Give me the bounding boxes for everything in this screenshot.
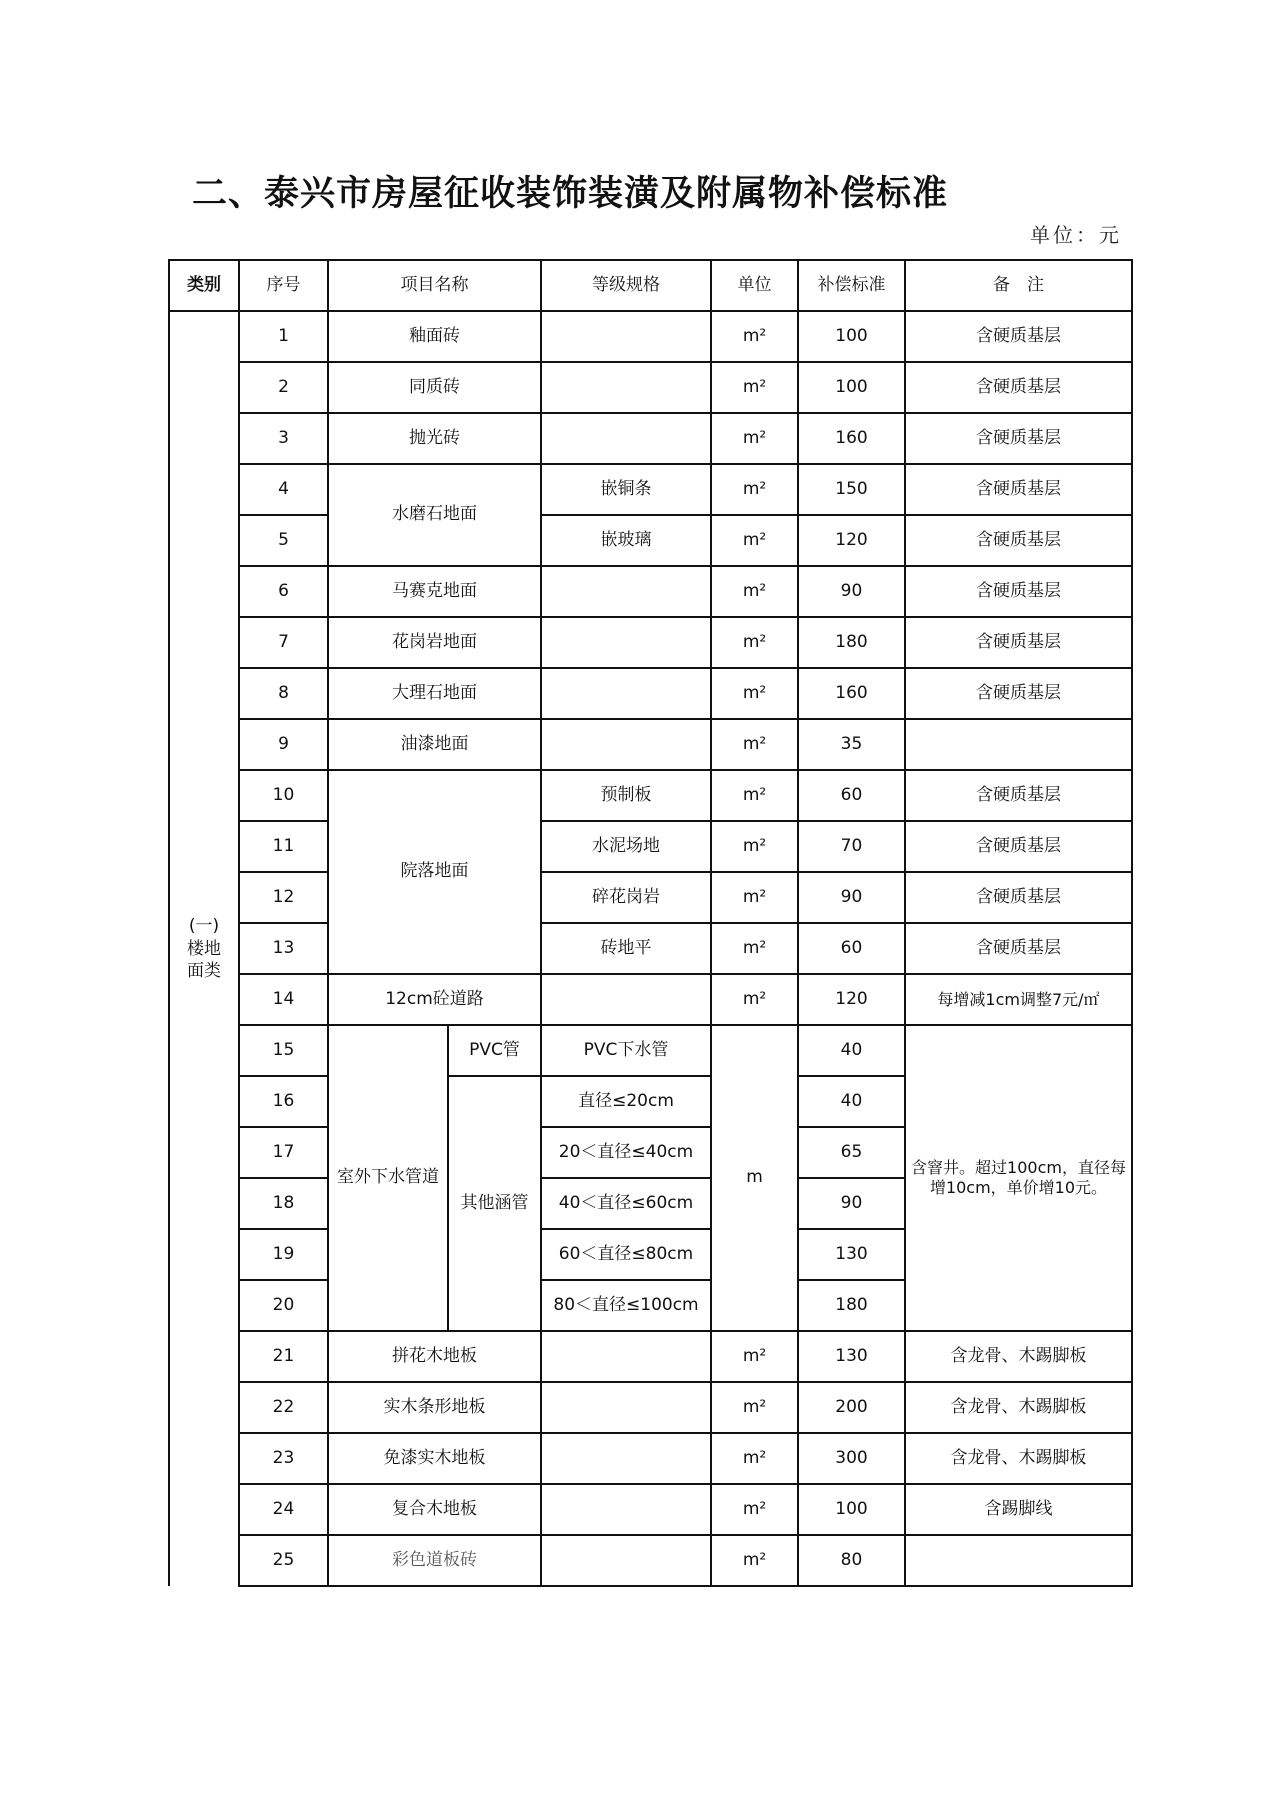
- remark-cell: 含硬质基层: [905, 311, 1132, 362]
- table-row: [169, 1433, 1132, 1484]
- unit-cell: [711, 974, 798, 1025]
- remark-cell: 含硬质基层: [905, 923, 1132, 974]
- item-name-cell: 大理石地面: [328, 668, 541, 719]
- unit-value: m²: [742, 988, 767, 1009]
- pipe-remark-cell: 含窨井。超过100cm，直径每增10cm，单价增10元。: [905, 1025, 1132, 1331]
- standard-cell: 130: [798, 1229, 905, 1280]
- seq-cell: 12: [239, 872, 328, 923]
- unit-cell: [711, 1535, 798, 1586]
- standard-cell: 160: [798, 668, 905, 719]
- seq-cell: 25: [239, 1535, 328, 1586]
- seq-cell: 15: [239, 1025, 328, 1076]
- table-row: [169, 668, 1132, 719]
- unit-value: m²: [742, 1396, 767, 1417]
- item-name-cell: 花岗岩地面: [328, 617, 541, 668]
- seq-cell: 18: [239, 1178, 328, 1229]
- remark-cell: 含踢脚线: [905, 1484, 1132, 1535]
- unit-value: m²: [742, 1549, 767, 1570]
- unit-value: m²: [742, 376, 767, 397]
- item-name-cell: 院落地面: [328, 770, 541, 974]
- grade-cell: 20＜直径≤40cm: [541, 1127, 711, 1178]
- standard-cell: 40: [798, 1025, 905, 1076]
- unit-value: m²: [742, 1447, 767, 1468]
- table-row: [169, 1025, 1132, 1076]
- unit-cell: [711, 311, 798, 362]
- standard-cell: 80: [798, 1535, 905, 1586]
- seq-cell: 6: [239, 566, 328, 617]
- table-row: [169, 617, 1132, 668]
- standard-cell: 100: [798, 311, 905, 362]
- unit-value: m²: [742, 1498, 767, 1519]
- unit-value: m²: [742, 784, 767, 805]
- table-row: [169, 362, 1132, 413]
- seq-cell: 24: [239, 1484, 328, 1535]
- grade-cell: 80＜直径≤100cm: [541, 1280, 711, 1331]
- table-row: [169, 1484, 1132, 1535]
- unit-cell: [711, 668, 798, 719]
- unit-value: m²: [742, 580, 767, 601]
- unit-value: m²: [742, 835, 767, 856]
- category-cell: (一) 楼地 面类: [169, 311, 239, 1586]
- unit-cell: [711, 923, 798, 974]
- unit-value: m²: [742, 325, 767, 346]
- table-row: [169, 719, 1132, 770]
- remark-cell: 含硬质基层: [905, 617, 1132, 668]
- grade-cell: [541, 1535, 711, 1586]
- standard-cell: 40: [798, 1076, 905, 1127]
- table-row: [169, 1382, 1132, 1433]
- seq-cell: 23: [239, 1433, 328, 1484]
- unit-value: m²: [742, 682, 767, 703]
- unit-value: m²: [742, 427, 767, 448]
- standard-cell: 35: [798, 719, 905, 770]
- unit-cell: [711, 821, 798, 872]
- table-row: [169, 872, 1132, 923]
- standard-cell: 120: [798, 515, 905, 566]
- table-row: [169, 821, 1132, 872]
- unit-cell: [711, 362, 798, 413]
- unit-cell: [711, 1331, 798, 1382]
- item-name-cell: 彩色道板砖: [328, 1535, 541, 1586]
- remark-cell: 含硬质基层: [905, 464, 1132, 515]
- item-name-cell: 12cm砼道路: [328, 974, 541, 1025]
- unit-cell: [711, 464, 798, 515]
- compensation-table: [168, 259, 1133, 1587]
- grade-cell: PVC下水管: [541, 1025, 711, 1076]
- unit-cell: [711, 566, 798, 617]
- seq-cell: 10: [239, 770, 328, 821]
- header-remark: 备 注: [905, 260, 1132, 311]
- grade-cell: [541, 617, 711, 668]
- remark-cell: 含硬质基层: [905, 362, 1132, 413]
- table-row: [169, 923, 1132, 974]
- remark-cell: 含硬质基层: [905, 566, 1132, 617]
- item-name-cell: 水磨石地面: [328, 464, 541, 566]
- standard-cell: 300: [798, 1433, 905, 1484]
- unit-value: m²: [742, 886, 767, 907]
- unit-value: m²: [742, 733, 767, 754]
- remark-cell: 含硬质基层: [905, 821, 1132, 872]
- item-name-cell: 同质砖: [328, 362, 541, 413]
- grade-cell: [541, 566, 711, 617]
- standard-cell: 90: [798, 566, 905, 617]
- unit-note: 单位：元: [1030, 223, 1122, 247]
- header-item: 项目名称: [328, 260, 541, 311]
- remark-cell: 每增减1cm调整7元/㎡: [905, 974, 1132, 1025]
- unit-cell: [711, 719, 798, 770]
- header-unit: 单位: [711, 260, 798, 311]
- table-row: [169, 311, 1132, 362]
- remark-cell: [905, 719, 1132, 770]
- standard-cell: 120: [798, 974, 905, 1025]
- table-row: [169, 1535, 1132, 1586]
- unit-value: m²: [742, 478, 767, 499]
- remark-cell: 含硬质基层: [905, 668, 1132, 719]
- grade-cell: [541, 413, 711, 464]
- grade-cell: 嵌铜条: [541, 464, 711, 515]
- seq-cell: 4: [239, 464, 328, 515]
- seq-cell: 11: [239, 821, 328, 872]
- grade-cell: 嵌玻璃: [541, 515, 711, 566]
- remark-cell: 含龙骨、木踢脚板: [905, 1382, 1132, 1433]
- standard-cell: 130: [798, 1331, 905, 1382]
- grade-cell: [541, 668, 711, 719]
- page-title: 二、泰兴市房屋征收装饰装潢及附属物补偿标准: [192, 174, 949, 214]
- remark-cell: 含龙骨、木踢脚板: [905, 1331, 1132, 1382]
- seq-cell: 20: [239, 1280, 328, 1331]
- standard-cell: 150: [798, 464, 905, 515]
- remark-cell: 含硬质基层: [905, 413, 1132, 464]
- seq-cell: 14: [239, 974, 328, 1025]
- grade-cell: [541, 719, 711, 770]
- item-name-cell: 室外下水管道: [328, 1025, 448, 1331]
- item-name-cell: 抛光砖: [328, 413, 541, 464]
- unit-cell: [711, 617, 798, 668]
- remark-cell: 含硬质基层: [905, 872, 1132, 923]
- seq-cell: 2: [239, 362, 328, 413]
- item-name-cell: 拼花木地板: [328, 1331, 541, 1382]
- standard-cell: 160: [798, 413, 905, 464]
- unit-cell: [711, 413, 798, 464]
- unit-cell: [711, 770, 798, 821]
- grade-cell: [541, 1433, 711, 1484]
- grade-cell: 砖地平: [541, 923, 711, 974]
- seq-cell: 1: [239, 311, 328, 362]
- grade-cell: 40＜直径≤60cm: [541, 1178, 711, 1229]
- remark-cell: [905, 1535, 1132, 1586]
- sub-item-cell: PVC管: [448, 1025, 541, 1076]
- standard-cell: 60: [798, 923, 905, 974]
- grade-cell: [541, 311, 711, 362]
- header-row: [169, 260, 1132, 311]
- unit-value: m²: [742, 529, 767, 550]
- item-name-cell: 马赛克地面: [328, 566, 541, 617]
- seq-cell: 21: [239, 1331, 328, 1382]
- table-row: [169, 566, 1132, 617]
- item-name-cell: 油漆地面: [328, 719, 541, 770]
- grade-cell: 水泥场地: [541, 821, 711, 872]
- seq-cell: 22: [239, 1382, 328, 1433]
- grade-cell: 碎花岗岩: [541, 872, 711, 923]
- unit-cell: [711, 1382, 798, 1433]
- item-name-cell: 实木条形地板: [328, 1382, 541, 1433]
- table-row: [169, 770, 1132, 821]
- remark-cell: 含龙骨、木踢脚板: [905, 1433, 1132, 1484]
- standard-cell: 70: [798, 821, 905, 872]
- seq-cell: 3: [239, 413, 328, 464]
- table-row: [169, 413, 1132, 464]
- standard-cell: 100: [798, 362, 905, 413]
- remark-cell: 含硬质基层: [905, 515, 1132, 566]
- standard-cell: 90: [798, 872, 905, 923]
- seq-cell: 16: [239, 1076, 328, 1127]
- standard-cell: 200: [798, 1382, 905, 1433]
- unit-cell-m: m: [711, 1025, 798, 1331]
- item-name-cell: 免漆实木地板: [328, 1433, 541, 1484]
- table-row: [169, 464, 1132, 515]
- table-row: [169, 515, 1132, 566]
- grade-cell: 60＜直径≤80cm: [541, 1229, 711, 1280]
- grade-cell: [541, 362, 711, 413]
- grade-cell: [541, 1331, 711, 1382]
- grade-cell: 预制板: [541, 770, 711, 821]
- grade-cell: 直径≤20cm: [541, 1076, 711, 1127]
- standard-cell: 180: [798, 617, 905, 668]
- seq-cell: 7: [239, 617, 328, 668]
- header-seq: 序号: [239, 260, 328, 311]
- seq-cell: 13: [239, 923, 328, 974]
- seq-cell: 9: [239, 719, 328, 770]
- unit-cell: [711, 1484, 798, 1535]
- standard-cell: 180: [798, 1280, 905, 1331]
- header-category: 类别: [169, 260, 239, 311]
- grade-cell: [541, 1382, 711, 1433]
- item-name-cell: 釉面砖: [328, 311, 541, 362]
- table-row: [169, 1331, 1132, 1382]
- table-row: [169, 974, 1132, 1025]
- header-grade: 等级规格: [541, 260, 711, 311]
- header-standard: 补偿标准: [798, 260, 905, 311]
- sub-item-cell: 其他涵管: [448, 1076, 541, 1331]
- seq-cell: 19: [239, 1229, 328, 1280]
- unit-cell: [711, 515, 798, 566]
- seq-cell: 8: [239, 668, 328, 719]
- standard-cell: 65: [798, 1127, 905, 1178]
- seq-cell: 5: [239, 515, 328, 566]
- grade-cell: [541, 1484, 711, 1535]
- unit-value: m²: [742, 631, 767, 652]
- standard-cell: 60: [798, 770, 905, 821]
- standard-cell: 100: [798, 1484, 905, 1535]
- seq-cell: 17: [239, 1127, 328, 1178]
- grade-cell: [541, 974, 711, 1025]
- remark-cell: 含硬质基层: [905, 770, 1132, 821]
- item-name-cell: 复合木地板: [328, 1484, 541, 1535]
- standard-cell: 90: [798, 1178, 905, 1229]
- unit-value: m²: [742, 1345, 767, 1366]
- unit-cell: [711, 1433, 798, 1484]
- unit-value: m²: [742, 937, 767, 958]
- unit-cell: [711, 872, 798, 923]
